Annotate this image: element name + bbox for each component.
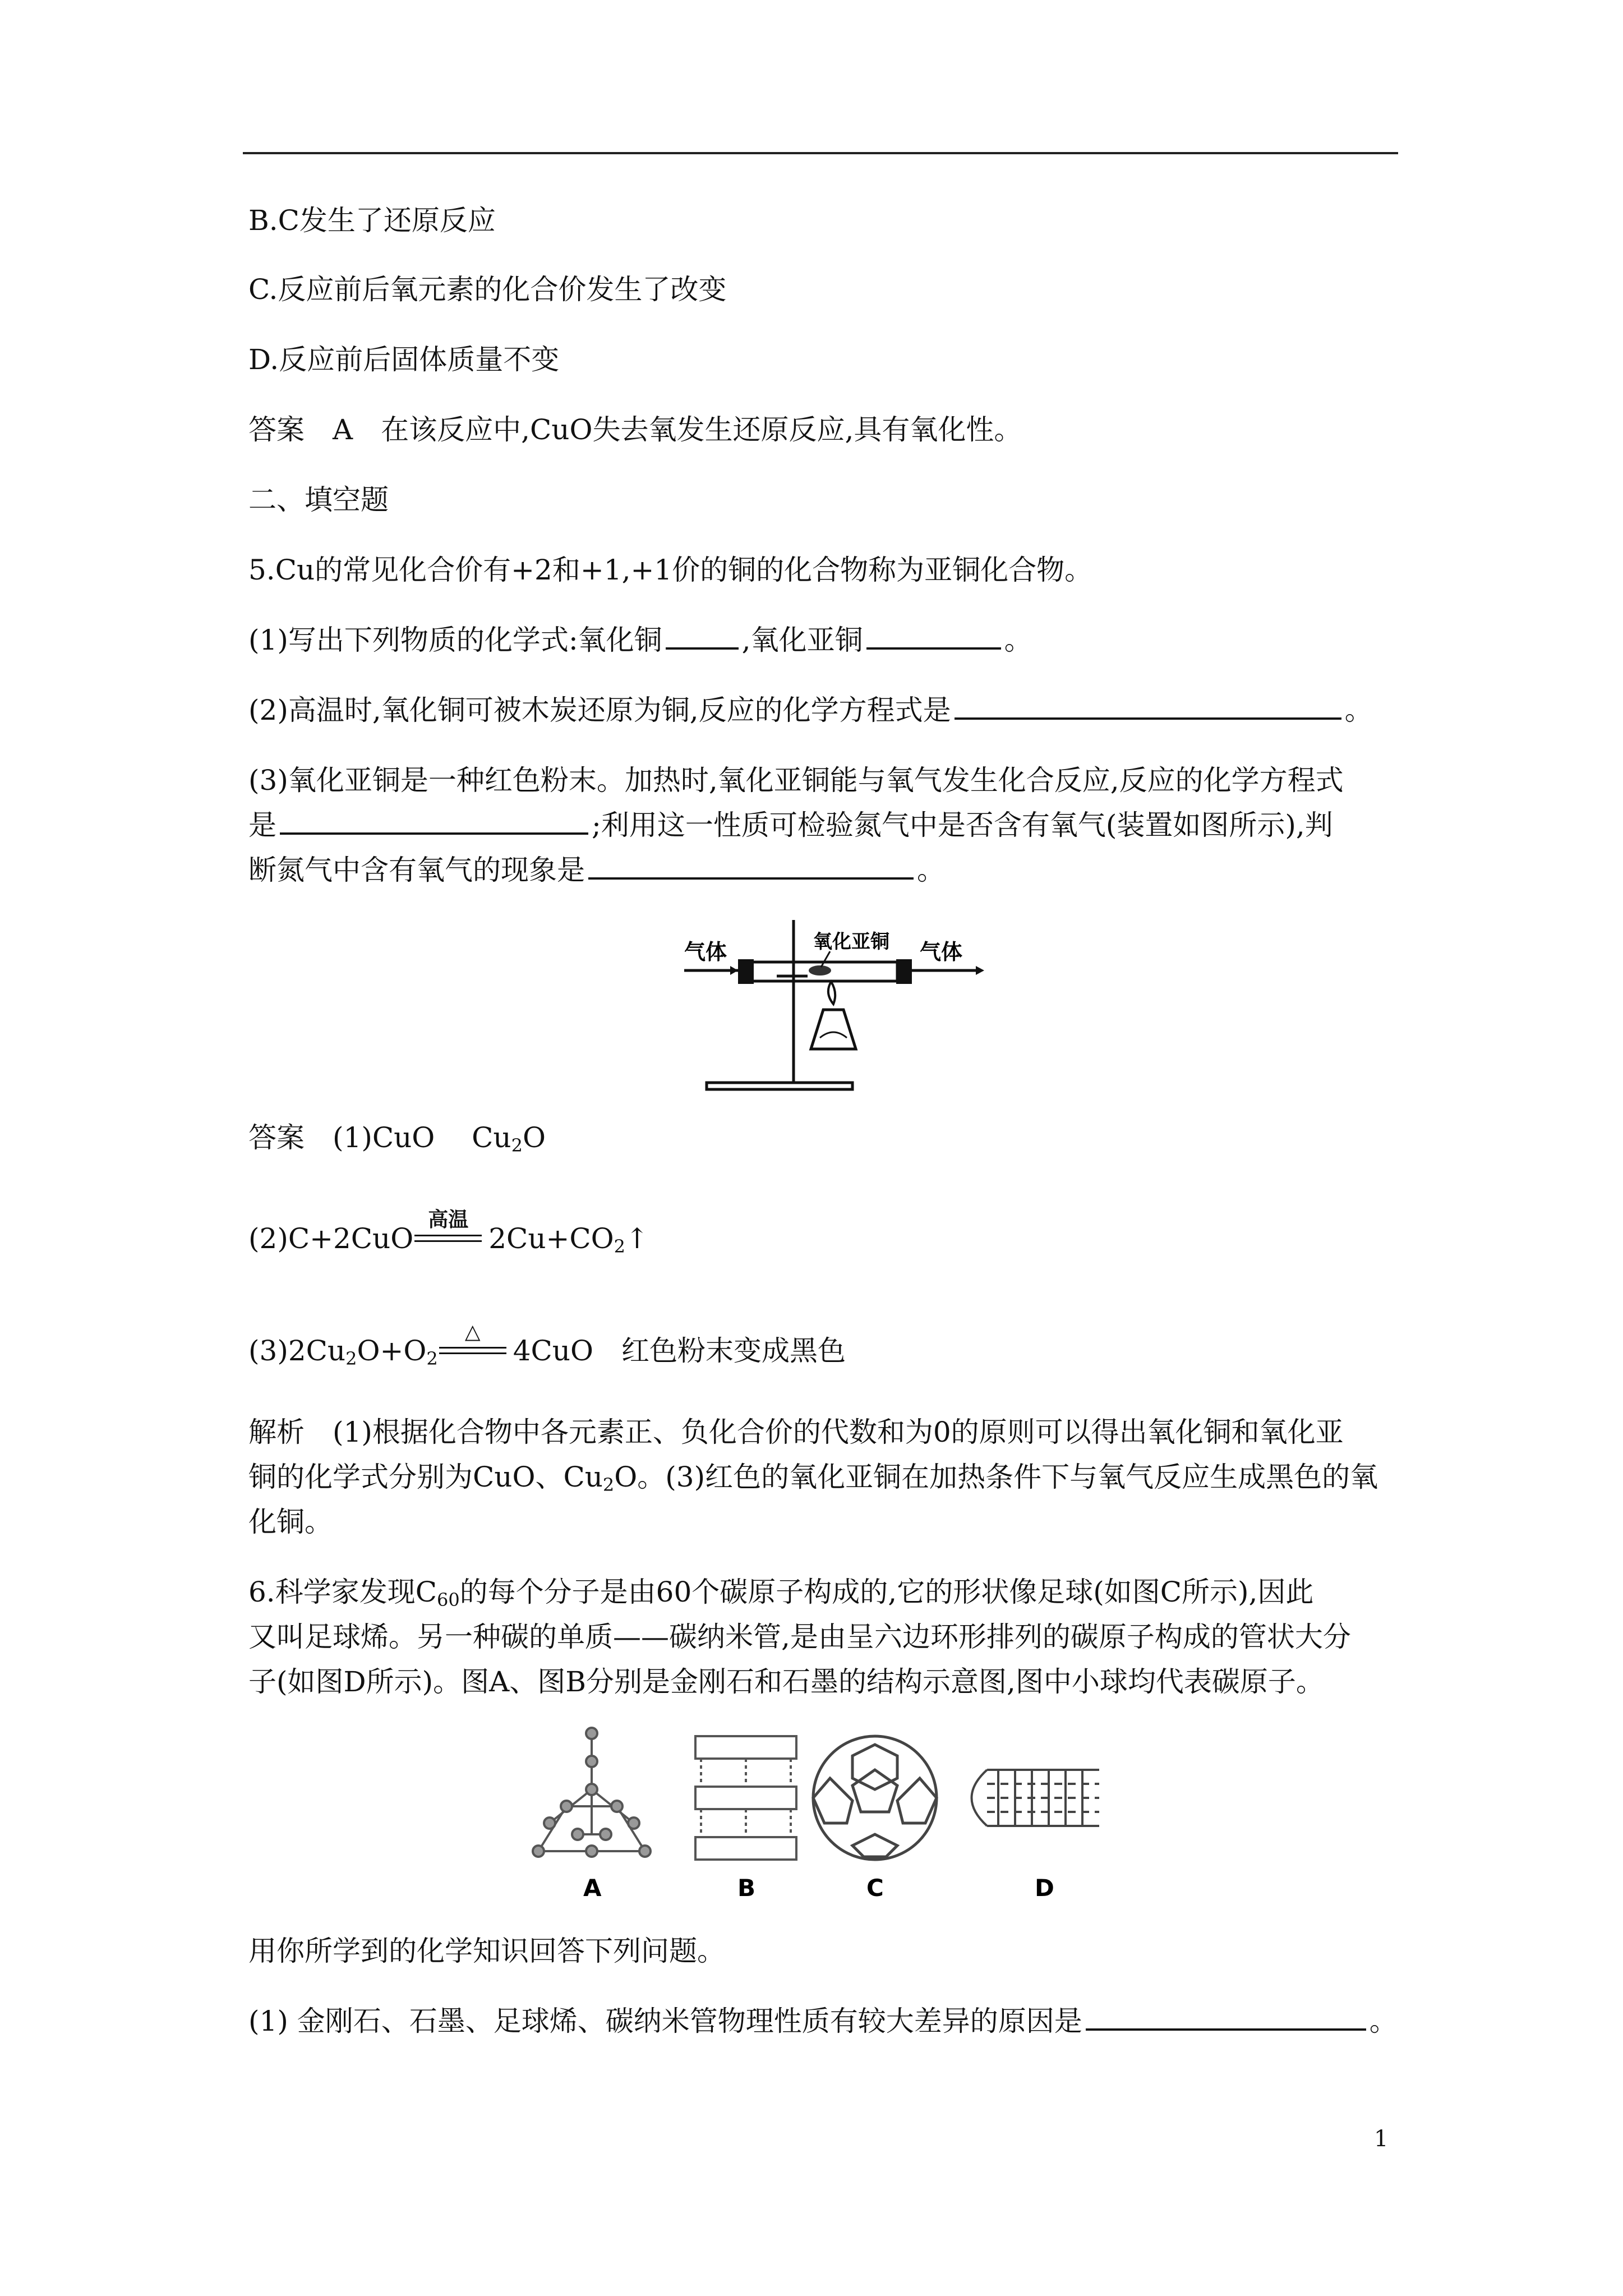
structure-label-b: B xyxy=(737,1874,756,1902)
ans5-1-text-a: 答案 (1)CuO Cu xyxy=(248,1121,511,1154)
question-5-part3-line2 xyxy=(248,804,1333,846)
q6-text-a: 6.科学家发现C xyxy=(248,1576,437,1608)
apparatus-figure xyxy=(673,914,998,1094)
reaction-arrow xyxy=(414,1208,482,1253)
q5-1-text-b: ,氧化亚铜 xyxy=(741,624,863,656)
q5-2-text-a: (2)高温时,氧化铜可被木炭还原为铜,反应的化学方程式是 xyxy=(248,694,951,726)
q5-3-text-e: 。 xyxy=(917,854,945,886)
gas-out-label: 气体 xyxy=(920,940,963,964)
q5-3-text-c: ;利用这一性质可检验氮气中是否含有氧气(装置如图所示),判 xyxy=(592,809,1333,841)
answer-5-part1 xyxy=(248,1116,546,1167)
ans5-3-text-c: 4CuO 红色粉末变成黑色 xyxy=(513,1335,846,1367)
option-c: C.反应前后氧元素的化合价发生了改变 xyxy=(248,273,727,306)
page-number: 1 xyxy=(1374,2126,1389,2152)
question-6-prompt: 用你所学到的化学知识回答下列问题。 xyxy=(248,1935,725,1967)
subscript: 2 xyxy=(426,1348,438,1369)
answer-4: 答案 A 在该反应中,CuO失去氧发生还原反应,具有氧化性。 xyxy=(248,413,1022,446)
subscript: 2 xyxy=(602,1474,615,1496)
q6-4-text-b: 。 xyxy=(1369,2005,1398,2037)
answer-5-part3 xyxy=(248,1320,846,1380)
carbon-structures-figure xyxy=(505,1722,1155,1907)
answer-blank[interactable] xyxy=(588,852,914,880)
subscript: 2 xyxy=(614,1236,626,1257)
gas-in-label: 气体 xyxy=(684,940,727,964)
q6-text-b: 的每个分子是由60个碳原子构成的,它的形状像足球(如图C所示),因此 xyxy=(459,1576,1314,1608)
ans5-2-text-a: (2)C+2CuO xyxy=(248,1222,414,1255)
q5-2-text-b: 。 xyxy=(1344,694,1373,726)
diamond-structure xyxy=(533,1728,651,1857)
structure-label-a: A xyxy=(583,1874,602,1902)
question-6-line1 xyxy=(248,1571,1313,1621)
answer-blank[interactable] xyxy=(666,622,739,650)
ans5-3-text-b: O+O xyxy=(357,1335,427,1367)
exp-text-b: O。(3)红色的氧化亚铜在加热条件下与氧气反应生成黑色的氧 xyxy=(614,1461,1378,1493)
explanation-line2 xyxy=(248,1456,1378,1506)
answer-5-part2 xyxy=(248,1208,649,1268)
question-5-part3-line1: (3)氧化亚铜是一种红色粉末。加热时,氧化亚铜能与氧气发生化合反应,反应的化学方程式 xyxy=(248,764,1344,797)
question-6-line2: 又叫足球烯。另一种碳的单质——碳纳米管,是由呈六边环形排列的碳原子构成的管状大分 xyxy=(248,1621,1351,1653)
graphite-structure xyxy=(695,1736,796,1860)
ans5-2-text-c: ↑ xyxy=(625,1222,649,1255)
subscript: 2 xyxy=(511,1135,523,1156)
ans5-1-text-b: O xyxy=(523,1121,546,1154)
header-rule xyxy=(243,152,1398,154)
question-6-line3: 子(如图D所示)。图A、图B分别是金刚石和石墨的结构示意图,图中小球均代表碳原子。 xyxy=(248,1665,1324,1698)
answer-blank[interactable] xyxy=(1086,2003,1366,2031)
question-5-part3-line3 xyxy=(248,849,945,891)
ans5-3-text-a: (3)2Cu xyxy=(248,1335,346,1367)
fullerene-structure xyxy=(813,1736,937,1860)
question-6-part1 xyxy=(248,2000,1398,2042)
answer-blank[interactable] xyxy=(866,622,1001,650)
q5-3-text-b: 是 xyxy=(248,809,276,841)
subscript: 2 xyxy=(345,1348,357,1369)
structure-label-d: D xyxy=(1035,1874,1054,1902)
answer-blank[interactable] xyxy=(280,807,588,835)
reaction-condition: △ xyxy=(464,1320,481,1343)
subscript: 60 xyxy=(436,1589,460,1611)
option-b: B.C发生了还原反应 xyxy=(248,204,496,237)
q6-4-text-a: (1) 金刚石、石墨、足球烯、碳纳米管物理性质有较大差异的原因是 xyxy=(248,2005,1082,2037)
q5-1-text-c: 。 xyxy=(1004,624,1032,656)
answer-blank[interactable] xyxy=(955,692,1341,720)
section-heading: 二、填空题 xyxy=(248,484,389,516)
question-5: 5.Cu的常见化合价有+2和+1,+1价的铜的化合物称为亚铜化合物。 xyxy=(248,554,1093,586)
reaction-condition: 高温 xyxy=(428,1208,469,1231)
explanation-line3: 化铜。 xyxy=(248,1506,333,1538)
exp-text-a: 铜的化学式分别为CuO、Cu xyxy=(248,1461,603,1493)
nanotube-structure xyxy=(972,1770,1100,1826)
structure-label-c: C xyxy=(866,1874,884,1902)
q5-3-text-d: 断氮气中含有氧气的现象是 xyxy=(248,854,585,886)
question-5-part2 xyxy=(248,689,1373,731)
reagent-label: 氧化亚铜 xyxy=(813,931,889,953)
explanation-line1: 解析 (1)根据化合物中各元素正、负化合价的代数和为0的原则可以得出氧化铜和氧化亚 xyxy=(248,1416,1344,1448)
ans5-2-text-b: 2Cu+CO xyxy=(488,1222,614,1255)
reaction-arrow xyxy=(439,1320,506,1365)
question-5-part1 xyxy=(248,619,1032,661)
option-d: D.反应前后固体质量不变 xyxy=(248,343,560,376)
q5-1-text-a: (1)写出下列物质的化学式:氧化铜 xyxy=(248,624,662,656)
